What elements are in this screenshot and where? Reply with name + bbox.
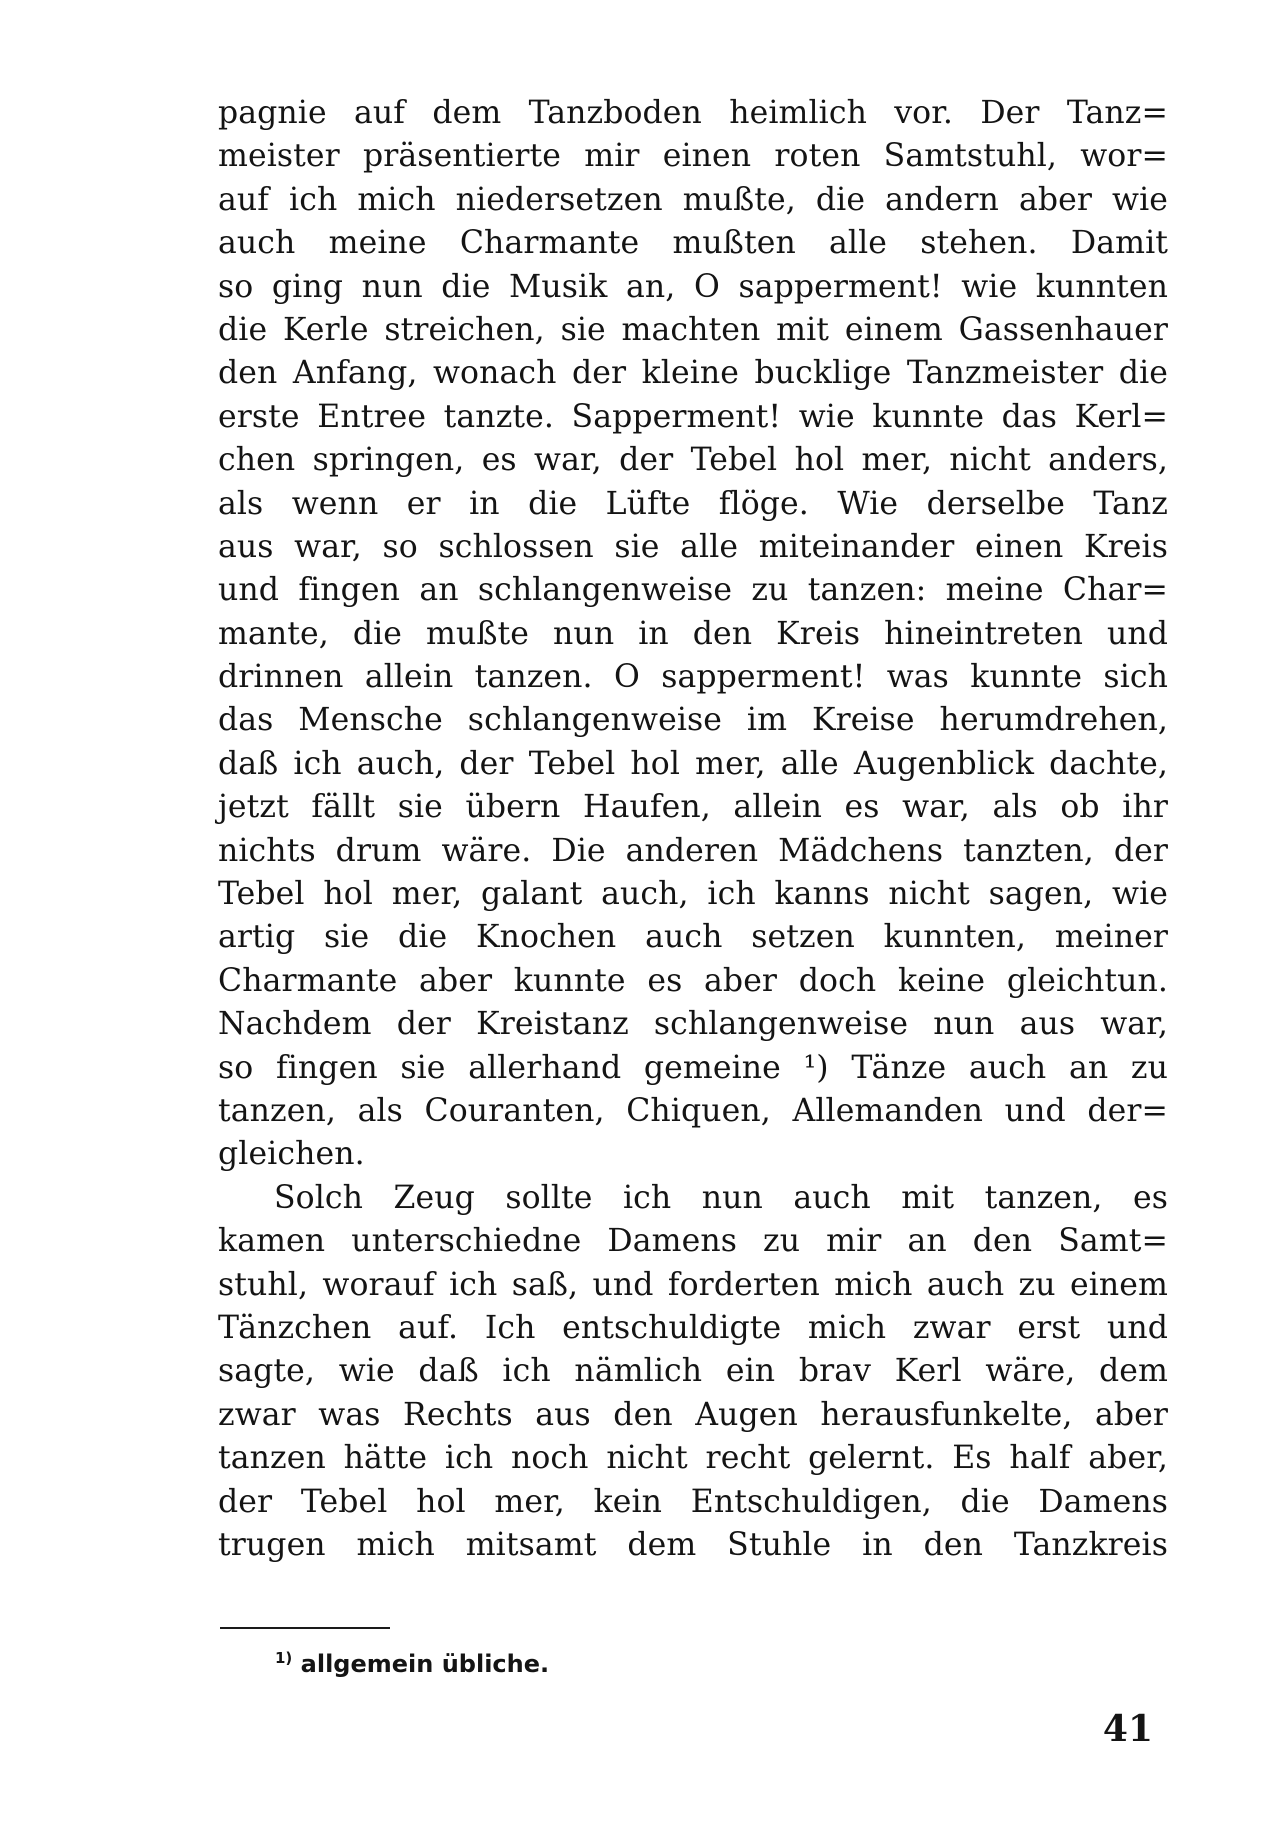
text-line: sagte, wie daß ich nämlich ein brav Kerl wäre, dem [218, 1353, 1168, 1390]
footnote-marker: 1) [275, 1649, 293, 1667]
text-line: so fingen sie allerhand gemeine ¹) Tänze auch an zu [218, 1049, 1168, 1086]
body-text [218, 92, 1168, 1567]
text-line: und fingen an schlangenweise zu tanzen: meine Char= [218, 572, 1168, 609]
text-line: artig sie die Knochen auch setzen kunnten, meiner [218, 919, 1168, 956]
text-line: Solch Zeug sollte ich nun auch mit tanzen, es [274, 1179, 1168, 1216]
text-line: nichts drum wäre. Die anderen Mädchens tanzten, der [218, 832, 1168, 869]
text-line: daß ich auch, der Tebel hol mer, alle Augenblick dachte, [218, 745, 1168, 782]
text-line: gleichen. [218, 1136, 365, 1173]
text-line: kamen unterschiedne Damens zu mir an den Samt= [218, 1223, 1168, 1260]
text-line: stuhl, worauf ich saß, und forderten mich auch zu einem [218, 1266, 1168, 1303]
text-line: Nachdem der Kreistanz schlangenweise nun aus war, [218, 1006, 1168, 1043]
text-line: drinnen allein tanzen. O sapperment! was kunnte sich [218, 659, 1168, 696]
text-line: Tebel hol mer, galant auch, ich kanns nicht sagen, wie [218, 876, 1168, 913]
footnote-divider [220, 1627, 390, 1629]
text-line: so ging nun die Musik an, O sapperment! wie kunnten [218, 268, 1168, 305]
text-line: trugen mich mitsamt dem Stuhle in den Tanzkreis [218, 1526, 1168, 1563]
text-line: die Kerle streichen, sie machten mit einem Gassenhauer [218, 311, 1168, 348]
text-line: pagnie auf dem Tanzboden heimlich vor. Der Tanz= [218, 95, 1168, 131]
page-number: 41 [1102, 1708, 1153, 1750]
text-line: tanzen hätte ich noch nicht recht gelernt. Es half aber, [218, 1440, 1168, 1477]
text-line: zwar was Rechts aus den Augen herausfunkelte, aber [218, 1396, 1168, 1433]
text-line: der Tebel hol mer, kein Entschuldigen, die Damens [218, 1483, 1168, 1520]
text-line: Charmante aber kunnte es aber doch keine gleichtun. [218, 962, 1168, 999]
text-line: als wenn er in die Lüfte flöge. Wie derselbe Tanz [218, 485, 1168, 522]
footnote [275, 1640, 549, 1682]
text-line: jetzt fällt sie übern Haufen, allein es war, als ob ihr [218, 789, 1168, 826]
text-line: den Anfang, wonach der kleine bucklige Tanzmeister die [218, 355, 1168, 392]
text-line: auch meine Charmante mußten alle stehen. Damit [218, 225, 1168, 262]
text-line: aus war, so schlossen sie alle miteinander einen Kreis [218, 528, 1168, 565]
text-line: meister präsentierte mir einen roten Samtstuhl, wor= [218, 138, 1168, 175]
text-line: tanzen, als Couranten, Chiquen, Allemanden und der= [218, 1092, 1168, 1129]
text-line: das Mensche schlangenweise im Kreise herumdrehen, [218, 702, 1168, 739]
footnote-text: allgemein übliche. [300, 1650, 550, 1678]
text-line: auf ich mich niedersetzen mußte, die andern aber wie [218, 181, 1168, 218]
text-line: erste Entree tanzte. Sapperment! wie kunnte das Kerl= [218, 398, 1168, 435]
text-line: chen springen, es war, der Tebel hol mer, nicht anders, [218, 442, 1168, 479]
text-line: mante, die mußte nun in den Kreis hineintreten und [218, 615, 1168, 652]
text-line: Tänzchen auf. Ich entschuldigte mich zwar erst und [218, 1309, 1168, 1346]
